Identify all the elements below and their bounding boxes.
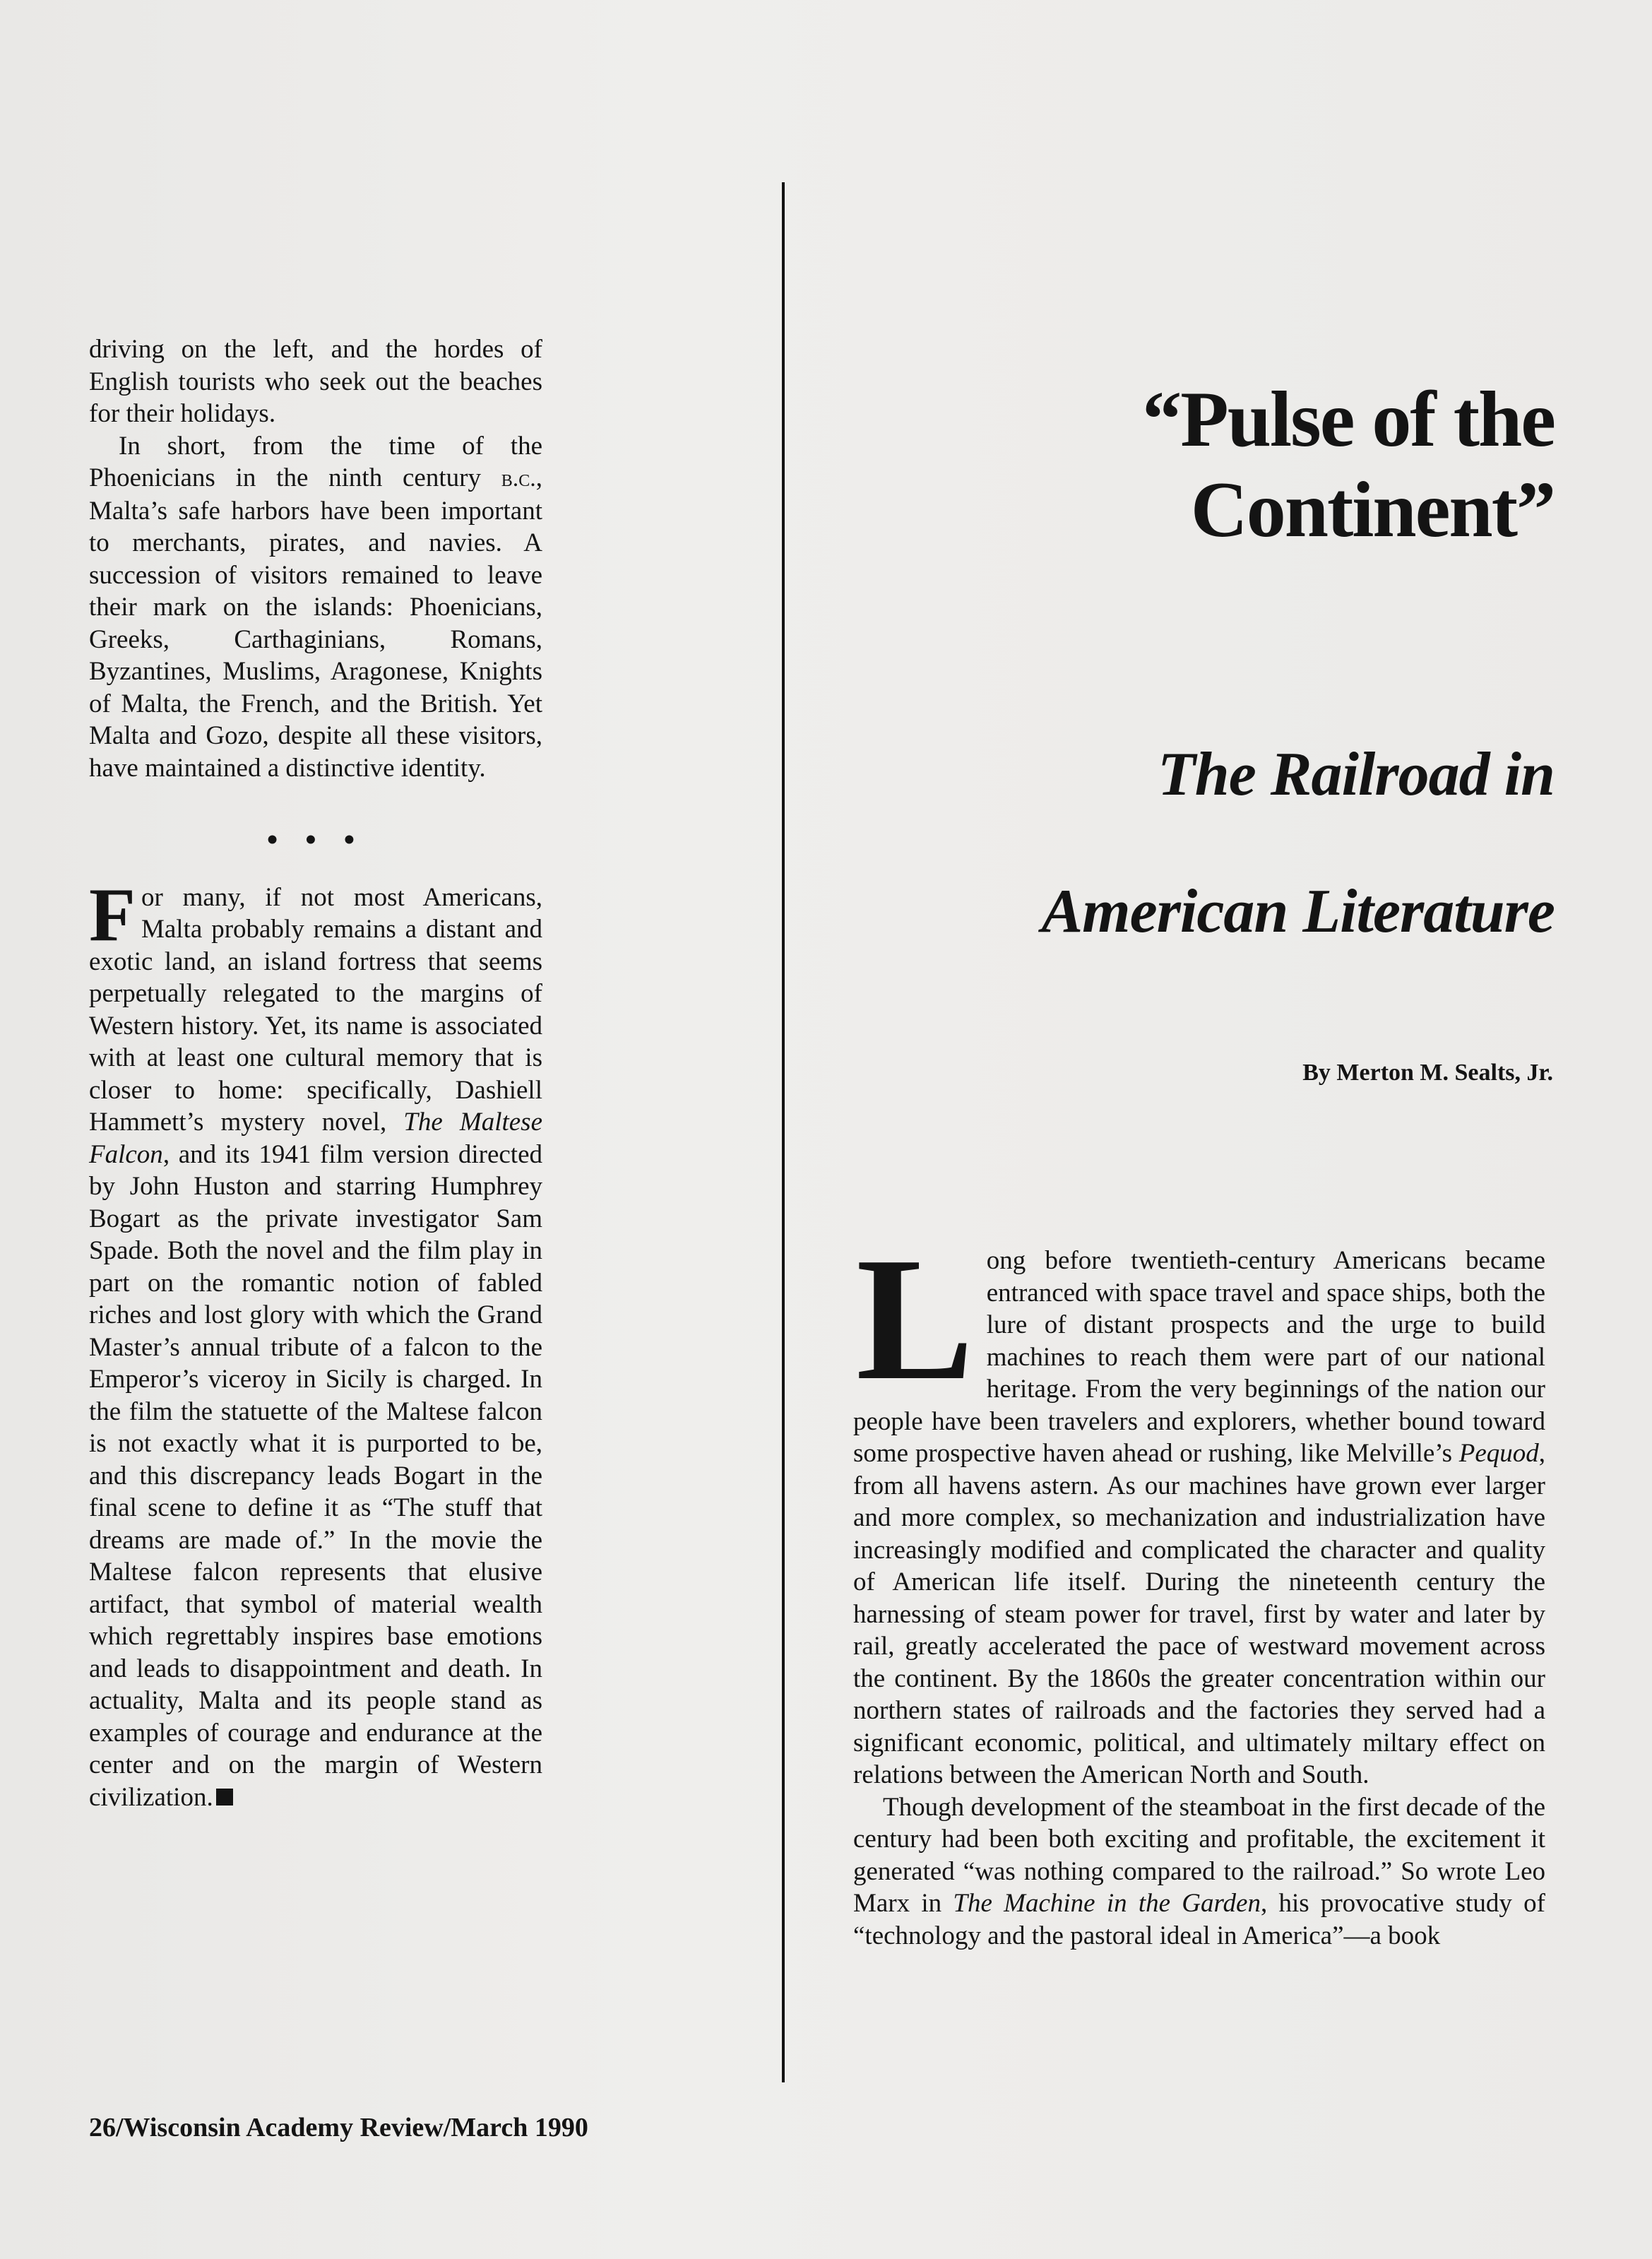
article-body-column (853, 1221, 1545, 1952)
maltese-falcon-title: The Maltese Falcon (89, 1108, 542, 1169)
pequod-title: Pequod (1458, 1439, 1539, 1468)
article-title: “Pulse of the Continent” (1142, 376, 1555, 554)
paragraph-long-before: Long before twentieth-century Americans became entranced with space travel and space ships, both the lure of distant prospects and the urge to build machines to reach them were part of our national heritage. From the very beginnings of the nation our people have been travelers and explorers, whether bound toward some prospective haven ahead or rushing, like Melville’s Pequod, from all havens astern. As our machines have grown ever larger and more complex, so mechanization and industrialization have increasingly modified and complicated the character and quality of American life itself. During the nineteenth century the harnessing of steam power for travel, first by water and later by rail, greatly accelerated the pace of westward movement across the continent. By the 1860s the greater concentration within our northern states of railroads and the factories they served had a significant economic, political, and ultimately miltary effect on relations between the American North and South. (853, 1221, 1545, 1789)
paragraph-though-development: Though development of the steamboat in the first decade of the century had been both exciting and profitable, the excitement it generated “was nothing compared to the railroad.” So wrote Leo Marx in The Machine in the Garden, his provocative study of “technology and the pastoral ideal in America”—a book (853, 1792, 1545, 1950)
paragraph-for-many: For many, if not most Americans, Malta probably remains a distant and exotic land, an island fortress that seems perpetually relegated to the margins of Western history. Yet, its name is associated with at least one cultural memory that is closer to home: specifically, Dashiell Hammett’s mystery novel, The Maltese Falcon, and its 1941 film version directed by John Huston and starring Humphrey Bogart as the private investigator Sam Spade. Both the novel and the film play in part on the romantic notion of fabled riches and lost glory with which the Grand Master’s annual tribute of a falcon to the Emperor’s viceroy in Sicily is charged. In the film the statuette of the Maltese falcon is not exactly what it is purported to be, and this discrepancy leads Bogart in the final scene to define it as “The stuff that dreams are made of.” In the movie the Maltese falcon represents that elusive artifact, that symbol of material wealth which regrettably inspires base emotions and leads to disappointment and death. In actuality, Malta and its people stand as examples of courage and endurance at the center and on the margin of Western civilization. (89, 872, 542, 1812)
paragraph-driving: driving on the left, and the hordes of English tourists who seek out the beaches for their holidays. (89, 335, 542, 428)
page-folio: 26/Wisconsin Academy Review/March 1990 (89, 2113, 588, 2142)
article-byline: By Merton M. Sealts, Jr. (1302, 1060, 1553, 1086)
drop-cap-l: L (856, 1221, 974, 1417)
article-subtitle: The Railroad in American Literature (1041, 740, 1555, 946)
drop-cap-f: F (89, 872, 136, 957)
section-separator: • • • (266, 822, 365, 857)
machine-in-the-garden-title: The Machine in the Garden (953, 1889, 1261, 1918)
end-of-article-mark (216, 1789, 233, 1806)
column-divider-rule (782, 182, 785, 2082)
paragraph-in-short: In short, from the time of the Phoenicians in the ninth century b.c., Malta’s safe harbors have been important to merchants, pirates, and navies. A succession of visitors remained to leave their mark on the islands: Phoenicians, Greeks, Carthaginians, Romans, Byzantines, Muslims, Aragonese, Knights of Malta, the French, and the British. Yet Malta and Gozo, despite all these visitors, have maintained a distinctive identity. (89, 431, 542, 783)
bc-abbreviation: b.c. (501, 466, 536, 492)
previous-article-column (89, 333, 542, 1813)
